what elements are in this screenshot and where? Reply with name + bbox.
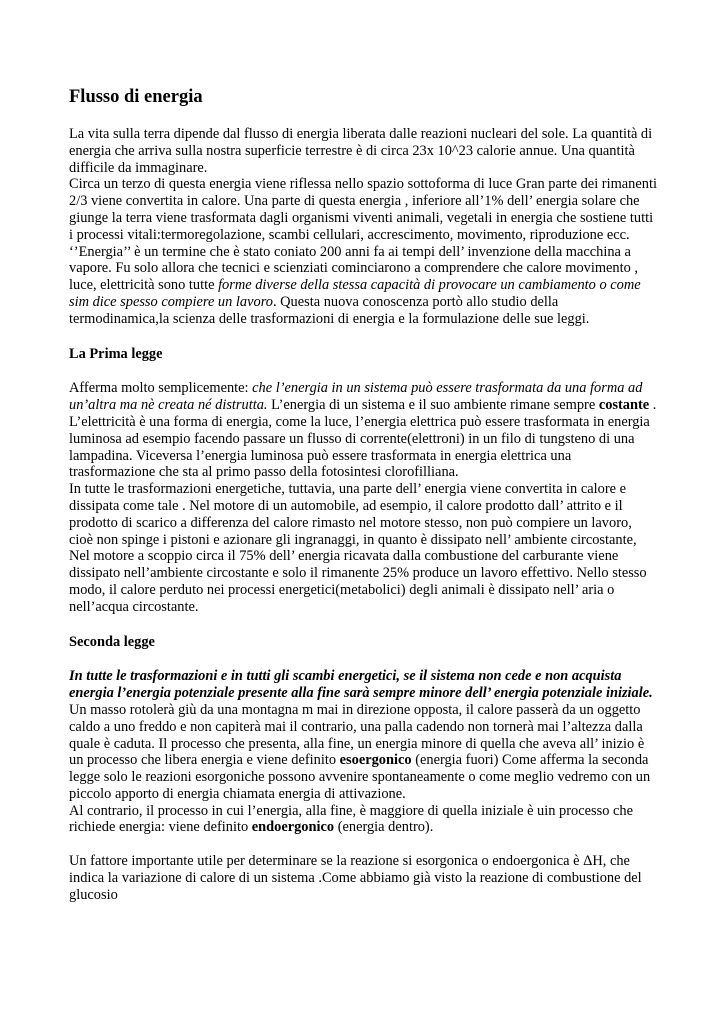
document-page — [69, 86, 659, 903]
second-law-paragraph-3: Un fattore importante utile per determinare se la reazione si esorgonica o endoergonica è ΔH, che indica la variazione di calore di un sistema .Come abbiamo già visto la reazione di combustione del glucosio — [69, 853, 642, 903]
intro-paragraph-3-text-a: ‘’Energia’’ è un termine che è stato coniato 200 anni fa ai tempi dell’ invenzione della macchina a vapore. Fu solo allora che tecnici e scienziati cominciarono a comprendere che calore movimento , luce, elettricità sono tutte — [69, 243, 638, 294]
intro-paragraph-1: La vita sulla terra dipende dal flusso di energia liberata dalle reazioni nucleari del sole. La quantità di energia che arriva sulla nostra superficie terrestre è di circa 23x 10^23 calorie annue. Una quantità difficile da immaginare. — [69, 126, 653, 176]
first-law-paragraph-4: Nel motore a scoppio circa il 75% dell’ energia ricavata dalla combustione del carburante viene dissipato nell’ambiente circostante e solo il rimanente 25% produce un lavoro effettivo. Nello stesso modo, il calore perduto nei processi energetici(metabolici) degli animali è dissipato nell’ aria o nell’acqua circostante. — [69, 548, 647, 615]
first-law-paragraph-2: L’elettricità è una forma di energia, come la luce, l’energia elettrica può essere trasformata in energia luminosa ad esempio facendo passare un flusso di corrente(elettroni) in un filo di tungsteno di una lampadina. Viceversa l’energia luminosa può essere trasformata in energia elettrica una trasformazione che sta al primo passo della fotosintesi clorofilliana. — [69, 413, 650, 481]
page-title: Flusso di energia — [69, 87, 203, 107]
second-law-text-c: (energia fuori) Come afferma la seconda legge solo le reazioni esorgoniche possono avvenire spontaneamente o come meglio vedremo con un piccolo apporto di energia chiamata energia di attivazione. — [69, 752, 651, 802]
intro-paragraph-3-italic: forme diverse della stessa capacità di provocare un cambiamento o come sim dice spesso compiere un lavoro — [69, 277, 641, 310]
first-law-text-e: . — [649, 397, 657, 414]
second-law-statement: In tutte le trasformazioni e in tutti gli scambi energetici, se il sistema non cede e non acquista energia l’energia potenziale presente alla fine sarà sempre minore dell’ energia potenziale iniziale. — [69, 668, 653, 702]
intro-paragraph-3 — [69, 244, 659, 328]
first-law-text-a: Afferma molto semplicemente: — [69, 380, 253, 397]
first-law-italic-statement: che l’energia in un sistema può essere trasformata da una forma ad un’altra ma nè creata né distrutta. — [69, 380, 643, 414]
second-law-paragraph-2 — [69, 803, 659, 837]
paragraph-spacer — [69, 836, 659, 853]
first-law-heading: La Prima legge — [69, 345, 163, 362]
second-law-bold-endoergonico: endoergonico — [251, 819, 335, 836]
second-law-bold-esoergonico: esoergonico — [339, 752, 412, 769]
intro-paragraph-3-text-c: . Questa nuova conoscenza portò allo studio della termodinamica,la scienza delle trasformazioni di energia e la formulazione delle sue leggi. — [69, 293, 590, 327]
first-law-text-c: L’energia di un sistema e il suo ambiente rimane sempre — [267, 397, 599, 414]
second-law-paragraph-1 — [69, 702, 659, 803]
first-law-paragraph-1 — [69, 380, 659, 414]
second-law-p2-text-a: Al contrario, il processo in cui l’energia, alla fine, è maggiore di quella iniziale è uin processo che richiede energia: viene definito — [69, 802, 633, 836]
first-law-bold-term: costante — [598, 397, 650, 414]
first-law-paragraph-3: In tutte le trasformazioni energetiche, tuttavia, una parte dell’ energia viene convertita in calore e dissipata come tale . Nel motore di un automobile, ad esempio, il calore prodotto dall’ attrito e il prodotto di scarico a differenza del calore rimasto nel motore stesso, non può compiere un lavoro, cioè non spinge i pistoni e azionare gli ingranaggi, in quanto è dissipato nell’ ambiente circostante, — [69, 481, 637, 548]
second-law-text-a: Un masso rotolerà giù da una montagna m mai in direzione opposta, il calore passerà da un oggetto caldo a uno freddo e non capiterà mai il contrario, una palla cadendo non tornerà mai l’altezza dalla quale è caduta. Il processo che presenta, alla fine, un energia minore di quella che aveva all’ inizio è un processo che libera energia e viene definito — [69, 701, 645, 769]
second-law-heading: Seconda legge — [69, 633, 155, 650]
second-law-p2-text-c: (energia dentro). — [334, 819, 434, 836]
intro-paragraph-2: Circa un terzo di questa energia viene riflessa nello spazio sottoforma di luce Gran parte dei rimanenti 2/3 viene convertita in calore. Una parte di questa energia , inferiore all’1% dell’ energia solare che giunge la terra viene trasformata dagli organismi viventi animali, vegetali in energia che sostiene tutti i processi vitali:termoregolazione, scambi cellulari, accrescimento, movimento, riproduzione ecc. — [69, 176, 657, 243]
